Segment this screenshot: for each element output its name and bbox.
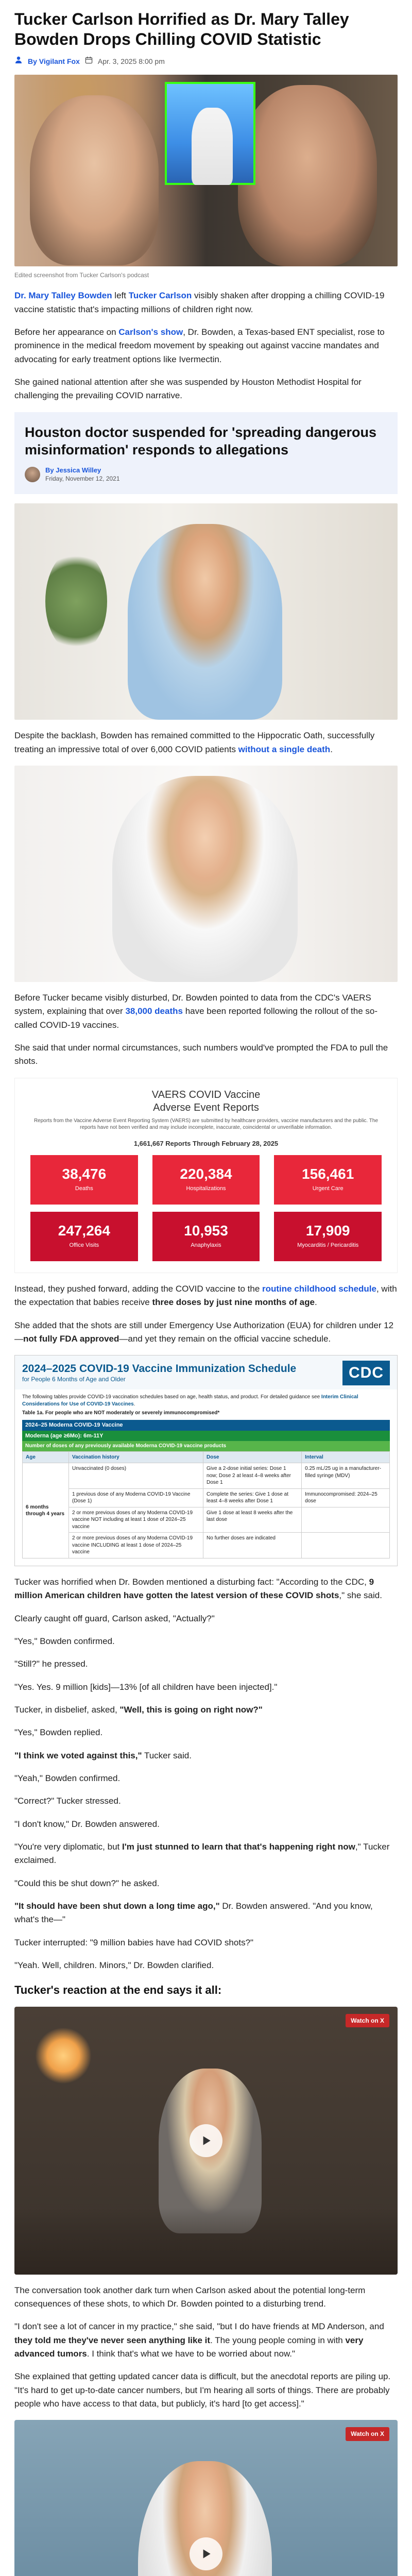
vaers-stat-office-visits: 247,264 Office Visits — [30, 1212, 138, 1261]
paragraph-eua: She added that the shots are still under Emergency Use Authorization (EUA) for children under 12—not fully FDA approved—and yet they remain on the official vaccine schedule. — [14, 1320, 394, 1344]
dialogue-line: "Correct?" Tucker stressed. — [14, 1796, 121, 1806]
cdc-table-label: Table 1a. For people who are NOT moderately or severely immunocompromised* — [22, 1410, 220, 1416]
cdc-schedule-subtitle: for People 6 Months of Age and Older — [22, 1376, 126, 1383]
dialogue-line: "Yeah. Well, children. Minors," Dr. Bowden clarified. — [14, 1960, 214, 1971]
dialogue-line: "Still?" he pressed. — [14, 1659, 88, 1669]
dialogue-line: "I don't know," Dr. Bowden answered. — [14, 1819, 160, 1829]
vaers-stat-myocarditis: 17,909 Myocarditis / Pericarditis — [274, 1212, 382, 1261]
callout-date: Friday, November 12, 2021 — [45, 474, 120, 482]
news-callout[interactable] — [14, 412, 398, 495]
article-title: Tucker Carlson Horrified as Dr. Mary Talley Bowden Drops Chilling COVID Statistic — [14, 10, 349, 49]
cancer-video[interactable] — [14, 2420, 398, 2576]
vaers-title-1: VAERS COVID Vaccine — [151, 1089, 261, 1100]
dialogue-line: Tucker, in disbelief, asked, "Well, this is going on right now?" — [14, 1705, 263, 1715]
schedule-link[interactable]: routine childhood schedule — [262, 1283, 376, 1294]
vaers-stat-hospitalizations: 220,384 Hospitalizations — [152, 1155, 260, 1205]
paragraph-cancer: "I don't see a lot of cancer in my practice," she said, "but I do have friends at MD Anderson, and they told me they've never seen anything like it. The young people coming in with very advanced tumors. I think that's what we have to be worried about now." — [14, 2321, 384, 2359]
paragraph-suspension: She gained national attention after she was suspended by Houston Methodist Hospital for challenging the prevailing COVID narrative. — [14, 377, 362, 401]
author-link[interactable]: By Vigilant Fox — [28, 57, 80, 65]
vaers-title-2: Adverse Event Reports — [153, 1101, 259, 1113]
dialogue-line: Tucker interrupted: "9 million babies have had COVID shots?" — [14, 1937, 254, 1947]
carlson-show-link[interactable]: Carlson's show — [118, 327, 183, 337]
callout-headline: Houston doctor suspended for 'spreading dangerous misinformation' responds to allegations — [25, 424, 376, 458]
paragraph-background: Before her appearance on Carlson's show, Dr. Bowden, a Texas-based ENT specialist, rose to prominence in the medical freedom movement by speaking out against vaccine mandates and advocating for early treatment options like Ivermectin. — [14, 327, 385, 364]
paragraph-cancer-data: She explained that getting updated cancer data is difficult, but the anecdotal reports are piling up. "It's hard to get up-to-date cancer numbers, but I'm hearing all sorts of things. There are probably people who have access to that data, but publicly, it's hard [to get access]." — [14, 2371, 391, 2409]
paragraph-schedule: Instead, they pushed forward, adding the COVID vaccine to the routine childhood schedule, with the expectation that babies receive three doses by just nine months of age. — [14, 1283, 397, 1308]
hero-caption: Edited screenshot from Tucker Carlson's podcast — [14, 271, 149, 279]
reporter-avatar — [25, 467, 40, 482]
paragraph-vaers: Before Tucker became visibly disturbed, Dr. Bowden pointed to data from the CDC's VAERS system, explaining that over 38,000 deaths have been reported following the rollout of the so-called COVID-19 vaccines. — [14, 993, 377, 1030]
vaers-stat-anaphylaxis: 10,953 Anaphylaxis — [152, 1212, 260, 1261]
paragraph-intro: Dr. Mary Talley Bowden left Tucker Carlson visibly shaken after dropping a chilling COVID-19 vaccine statistic that's impacting millions of children right now. — [14, 291, 385, 314]
bowden-office-photo — [14, 503, 398, 720]
cdc-band-age: Moderna (age ≥6Mo): 6m-11Y — [22, 1431, 390, 1442]
vaers-note: Reports from the Vaccine Adverse Event Reporting System (VAERS) are submitted by healthcare providers, vaccine manufacturers and the public. The reports have not been verified and may include incomplete, inaccurate, coincidental or unverifiable information. — [33, 1117, 379, 1131]
watch-on-x-button[interactable]: Watch on X — [346, 2014, 389, 2028]
vaers-stat-grid — [30, 1155, 382, 1261]
deaths-link[interactable]: 38,000 deaths — [125, 1006, 183, 1016]
dialogue-line: "Could this be shut down?" he asked. — [14, 1878, 160, 1888]
paragraph-long-term: The conversation took another dark turn when Carlson asked about the potential long-term consequences of these shots, to which Dr. Bowden pointed to a disturbing trend. — [14, 2285, 366, 2309]
bowden-portrait — [30, 95, 159, 265]
table-row: 2 or more previous doses of any Moderna COVID-19 vaccine NOT including at least 1 dose of 2024–25 vaccine Give 1 dose at least 8 weeks after the last dose — [23, 1507, 390, 1533]
vaers-report-count: 1,661,667 Reports Through February 28, 2025 — [133, 1139, 279, 1147]
dialogue-line: "Yes," Bowden confirmed. — [14, 1636, 115, 1646]
dialogue-line: "It should have been shut down a long time ago," Dr. Bowden answered. "And you know, what's the—" — [14, 1901, 373, 1925]
dialogue-line: "Yes," Bowden replied. — [14, 1727, 103, 1738]
no-death-link[interactable]: without a single death — [238, 744, 331, 754]
table-row: 1 previous dose of any Moderna COVID-19 Vaccine (Dose 1) Complete the series: Give 1 dose at least 4–8 weeks after Dose 1 Immunocompromised: 2024–25 dose — [23, 1488, 390, 1507]
carlson-link[interactable]: Tucker Carlson — [128, 291, 192, 301]
carlson-portrait — [238, 85, 377, 266]
bowden-portrait-photo — [14, 766, 398, 982]
callout-author[interactable]: By Jessica Willey — [45, 466, 101, 474]
table-row: 6 months through 4 years Unvaccinated (0 doses) Give a 2-dose initial series: Dose 1 now; Dose 2 at least 4–8 weeks after Dose 1 0.25 mL/25 ug in a manufacturer-filled syringe (MDV) — [23, 1463, 390, 1489]
reaction-video[interactable] — [14, 2007, 398, 2275]
vaers-stat-deaths: 38,476 Deaths — [30, 1155, 138, 1205]
callout-byline — [25, 466, 387, 483]
cdc-schedule-title: 2024–2025 COVID-19 Vaccine Immunization Schedule — [22, 1363, 297, 1375]
play-icon[interactable] — [190, 2537, 222, 2570]
hero-image — [14, 75, 398, 266]
cdc-band-doses: Number of doses of any previously available Moderna COVID-19 vaccine products — [22, 1441, 390, 1451]
table-row: 2 or more previous doses of any Moderna COVID-19 vaccine INCLUDING at least 1 dose of 2024–25 vaccine No further doses are indicated — [23, 1533, 390, 1558]
cdc-schedule-image — [14, 1355, 398, 1566]
cdc-logo: CDC — [342, 1361, 390, 1385]
paragraph-treatment: Despite the backlash, Bowden has remained committed to the Hippocratic Oath, successfully treating an impressive total of over 6,000 COVID patients without a single death. — [14, 731, 375, 754]
author-icon — [14, 56, 23, 67]
dialogue-line: Clearly caught off guard, Carlson asked, "Actually?" — [14, 1613, 215, 1623]
reaction-heading: Tucker's reaction at the end says it all: — [14, 1984, 222, 1997]
paragraph-cdc-fact: Tucker was horrified when Dr. Bowden mentioned a disturbing fact: "According to the CDC, 9 million American children have gotten the latest version of these COVID shots," she said. — [14, 1577, 382, 1601]
watch-on-x-button[interactable]: Watch on X — [346, 2427, 389, 2441]
article-container — [0, 9, 412, 2576]
play-icon[interactable] — [190, 2124, 222, 2157]
calendar-icon — [85, 56, 93, 67]
cdc-band-product: 2024–25 Moderna COVID-19 Vaccine — [22, 1420, 390, 1431]
dialogue-line: "You're very diplomatic, but I'm just stunned to learn that that's happening right now," Tucker exclaimed. — [14, 1842, 390, 1866]
bowden-link[interactable]: Dr. Mary Talley Bowden — [14, 291, 112, 301]
article-byline — [14, 56, 398, 67]
dialogue-line: "Yes. Yes. 9 million [kids]—13% [of all children have been injected]." — [14, 1682, 278, 1692]
dialogue-line: "I think we voted against this," Tucker said. — [14, 1750, 192, 1760]
cdc-schedule-table: Age Vaccination history Dose Interval 6 months through 4 years Unvaccinated (0 doses) Give a 2-dose initial series: Dose 1 now; Dose 2 at least 4–8 weeks after Dose 1 0.25 mL/25 ug in a manufacturer-filled syringe (MDV) 1 previous dose of any Moderna COVID-19 Vaccine (Dose 1) Complete the series: Give 1 dose at least 4–8 weeks after Dose 1 Immunocompromised: 2024–25 dose 2 or more previous doses of any Moderna COVID-19 vaccine NOT including at least 1 dose of 2024–25 vaccine Give 1 dose at least 8 weeks after the last dose 2 or more previous doses of any Moderna COVID-19 vaccine INCLUDING at least 1 dose of 2024–25 vaccine No further doses are indicated — [22, 1451, 390, 1558]
dialogue-line: "Yeah," Bowden confirmed. — [14, 1773, 121, 1784]
vaers-infographic — [14, 1078, 398, 1273]
paragraph-fda: She said that under normal circumstances, such numbers would've prompted the FDA to pull the shots. — [14, 1043, 388, 1066]
article-date: Apr. 3, 2025 8:00 pm — [97, 57, 165, 65]
vaccine-inset-image — [165, 82, 255, 185]
cdc-intro: The following tables provide COVID-19 vaccination schedules based on age, health status, and product. For detailed guidance see Interim Clinical Considerations for Use of COVID-19 Vaccines. — [22, 1394, 358, 1407]
vaers-stat-urgent-care: 156,461 Urgent Care — [274, 1155, 382, 1205]
